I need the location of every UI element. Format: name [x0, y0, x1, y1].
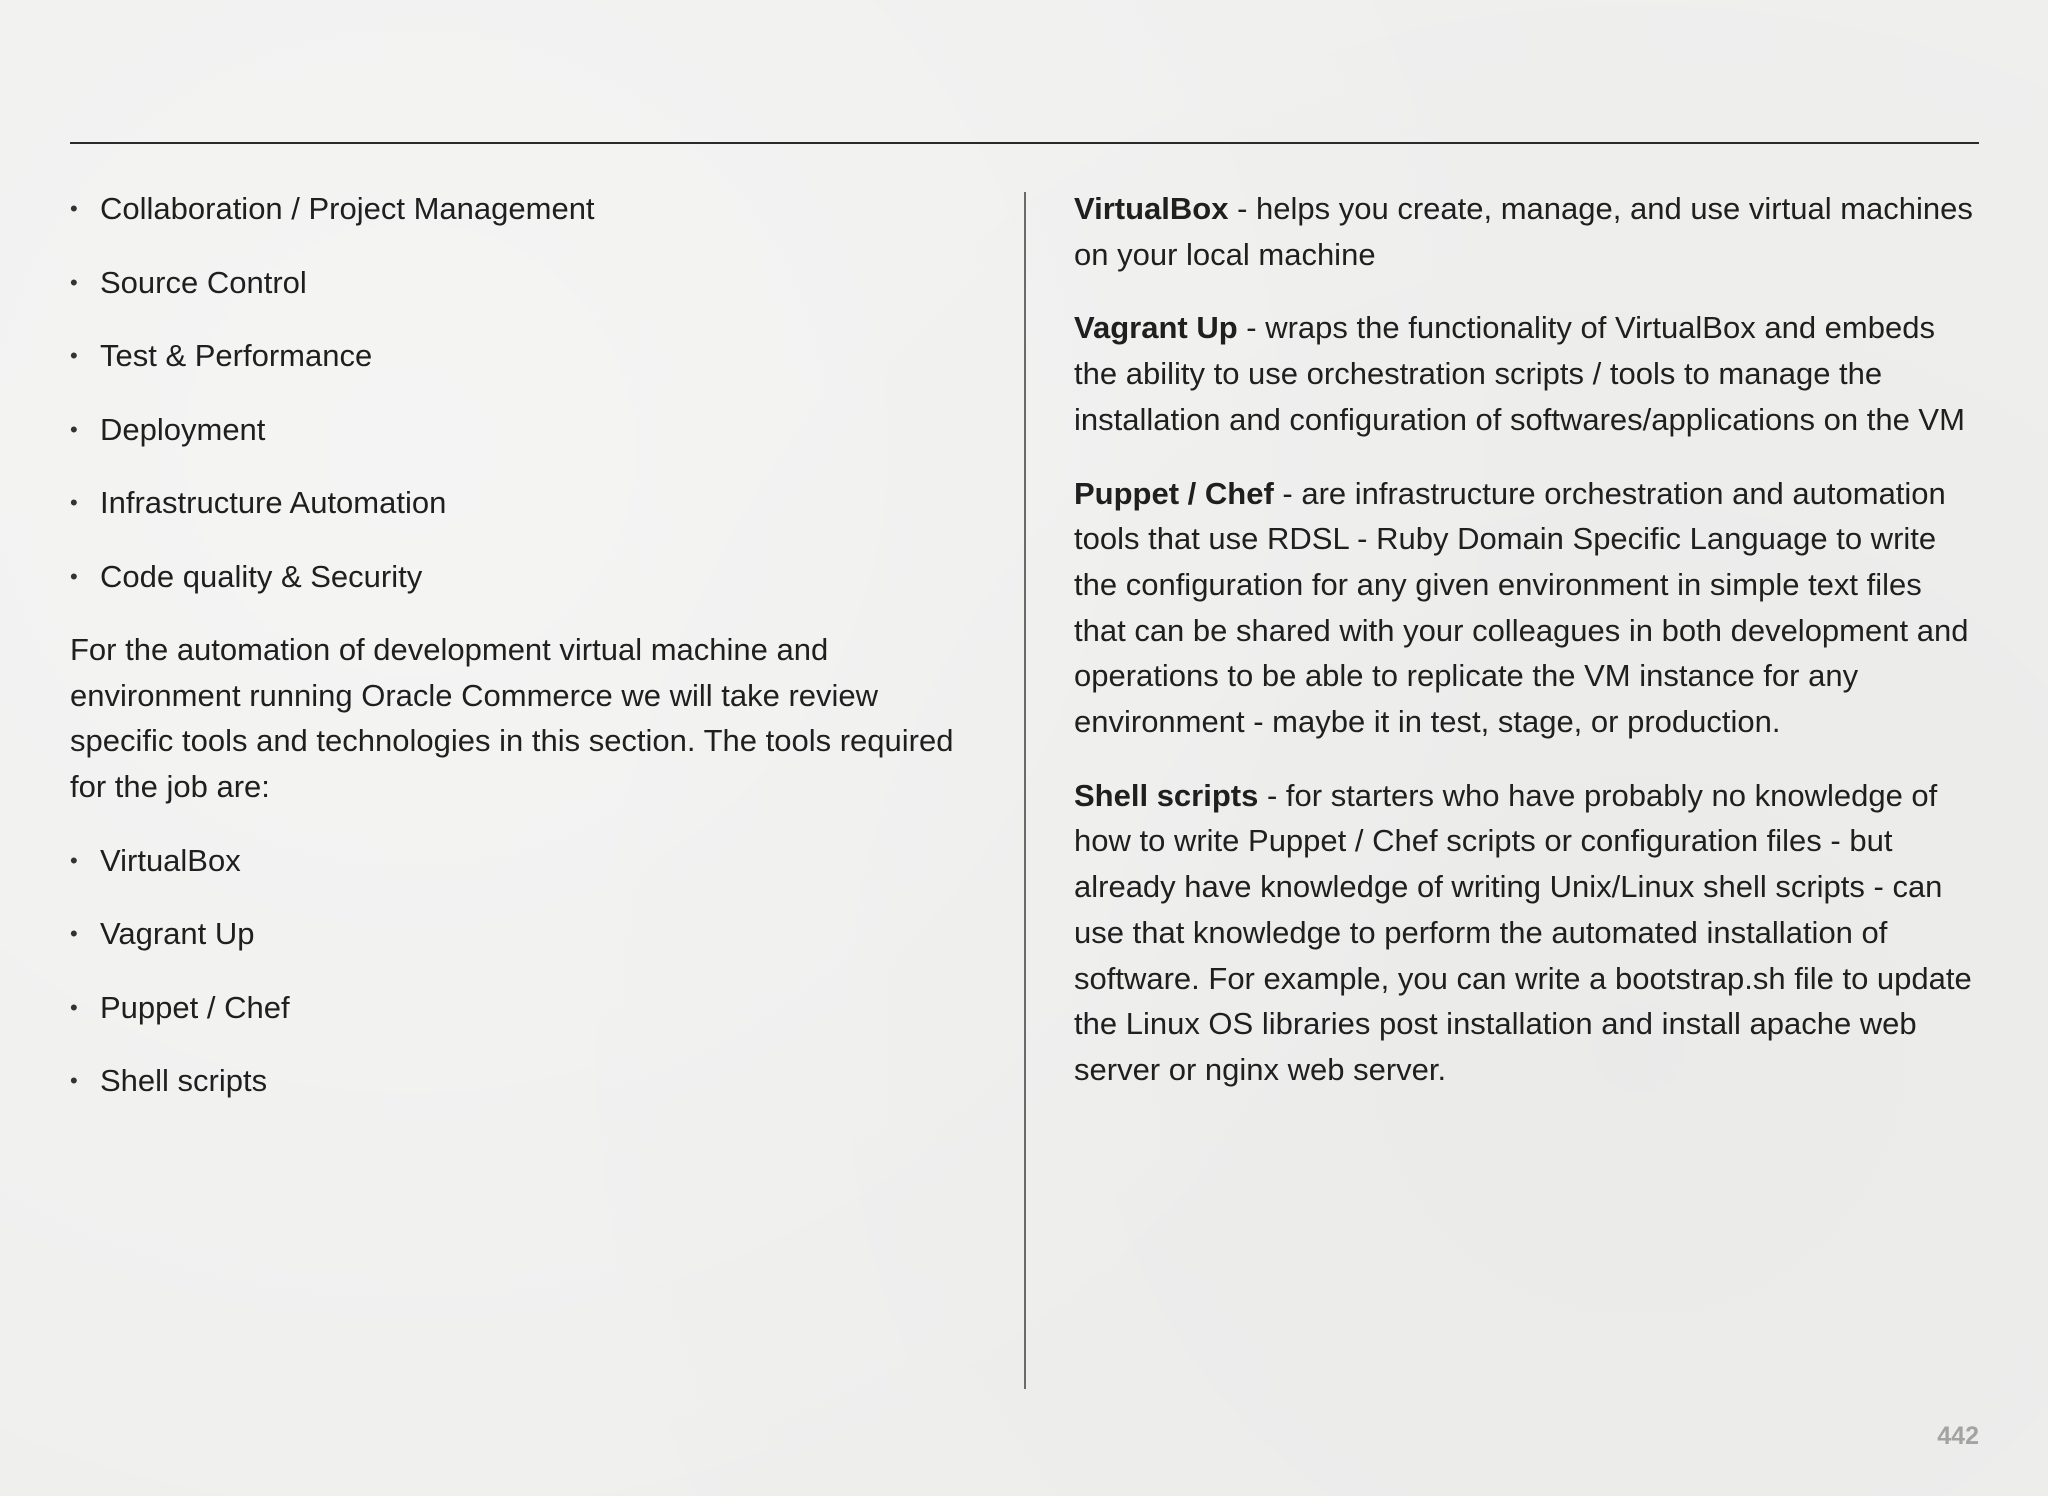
definition-term: Shell scripts: [1074, 777, 1259, 813]
list-item-text: Collaboration / Project Management: [100, 191, 595, 226]
definition-term: Vagrant Up: [1074, 310, 1238, 346]
intro-paragraph: For the automation of development virtual machine and environment running Oracle Commerce we will take review specific tools and technologies in this section. The tools required for the job are:: [70, 632, 954, 805]
list-item: [70, 260, 970, 306]
list-item: [70, 985, 970, 1031]
left-column: [70, 186, 970, 1132]
list-item: [70, 1058, 970, 1104]
bullet-icon: •: [70, 921, 78, 947]
list-item: [70, 838, 970, 884]
definition-description: - wraps the functionality of VirtualBox and embeds the ability to use orchestration scripts / tools to manage the installation and configuration of softwares/applications on the VM: [1074, 310, 1965, 437]
definition-term: Puppet / Chef: [1074, 475, 1274, 511]
bullet-icon: •: [70, 343, 78, 368]
list-item: [70, 554, 970, 600]
definition-term: VirtualBox: [1074, 191, 1229, 226]
list-item-text: Shell scripts: [100, 1063, 268, 1099]
definition-description: - for starters who have probably no knowledge of how to write Puppet / Chef scripts or configuration files - but already have knowledge of writing Unix/Linux shell scripts - can use that knowledge to perform the automated installation of software. For example, you can write a bootstrap.sh file to update the Linux OS libraries post installation and install apache web server or nginx web server.: [1074, 777, 1972, 1087]
list-item-text: Code quality & Security: [100, 558, 423, 594]
list-item-text: Test & Performance: [100, 338, 373, 373]
definition-puppet-chef: [1074, 471, 1979, 745]
bullet-icon: •: [70, 416, 78, 442]
column-divider: [1024, 192, 1026, 1389]
bullet-icon: •: [70, 490, 78, 515]
list-item-text: Vagrant Up: [100, 916, 255, 952]
list-item-text: Deployment: [100, 411, 266, 447]
definition-shell-scripts: [1074, 773, 1979, 1093]
list-item: [70, 911, 970, 957]
definition-vagrant-up: [1074, 305, 1979, 442]
list-item-text: Puppet / Chef: [100, 989, 290, 1025]
list-item-text: Infrastructure Automation: [100, 485, 447, 520]
bullet-icon: •: [70, 1068, 78, 1094]
list-item: [70, 407, 970, 453]
list-item-text: Source Control: [100, 264, 307, 300]
bullet-icon: •: [70, 563, 78, 589]
header-rule: [70, 142, 1979, 144]
list-item: [70, 186, 970, 232]
definition-description: - helps you create, manage, and use virtual machines on your local machine: [1074, 191, 1973, 272]
page-number: 442: [1937, 1422, 1979, 1450]
bullet-icon: •: [70, 196, 78, 221]
tools-list: [70, 838, 970, 1105]
list-item-text: VirtualBox: [100, 842, 241, 878]
definition-virtualbox: [1074, 186, 1979, 277]
category-list: [70, 186, 970, 600]
definition-description: - are infrastructure orchestration and automation tools that use RDSL - Ruby Domain Specific Language to write the configuration for any given environment in simple text files that can be shared with your colleagues in both development and operations to be able to replicate the VM instance for any environment - maybe it in test, stage, or production.: [1074, 475, 1969, 740]
list-item: [70, 333, 970, 379]
bullet-icon: •: [70, 994, 78, 1020]
bullet-icon: •: [70, 847, 78, 873]
bullet-icon: •: [70, 269, 78, 295]
list-item: [70, 480, 970, 526]
right-column: [1074, 186, 1979, 1121]
